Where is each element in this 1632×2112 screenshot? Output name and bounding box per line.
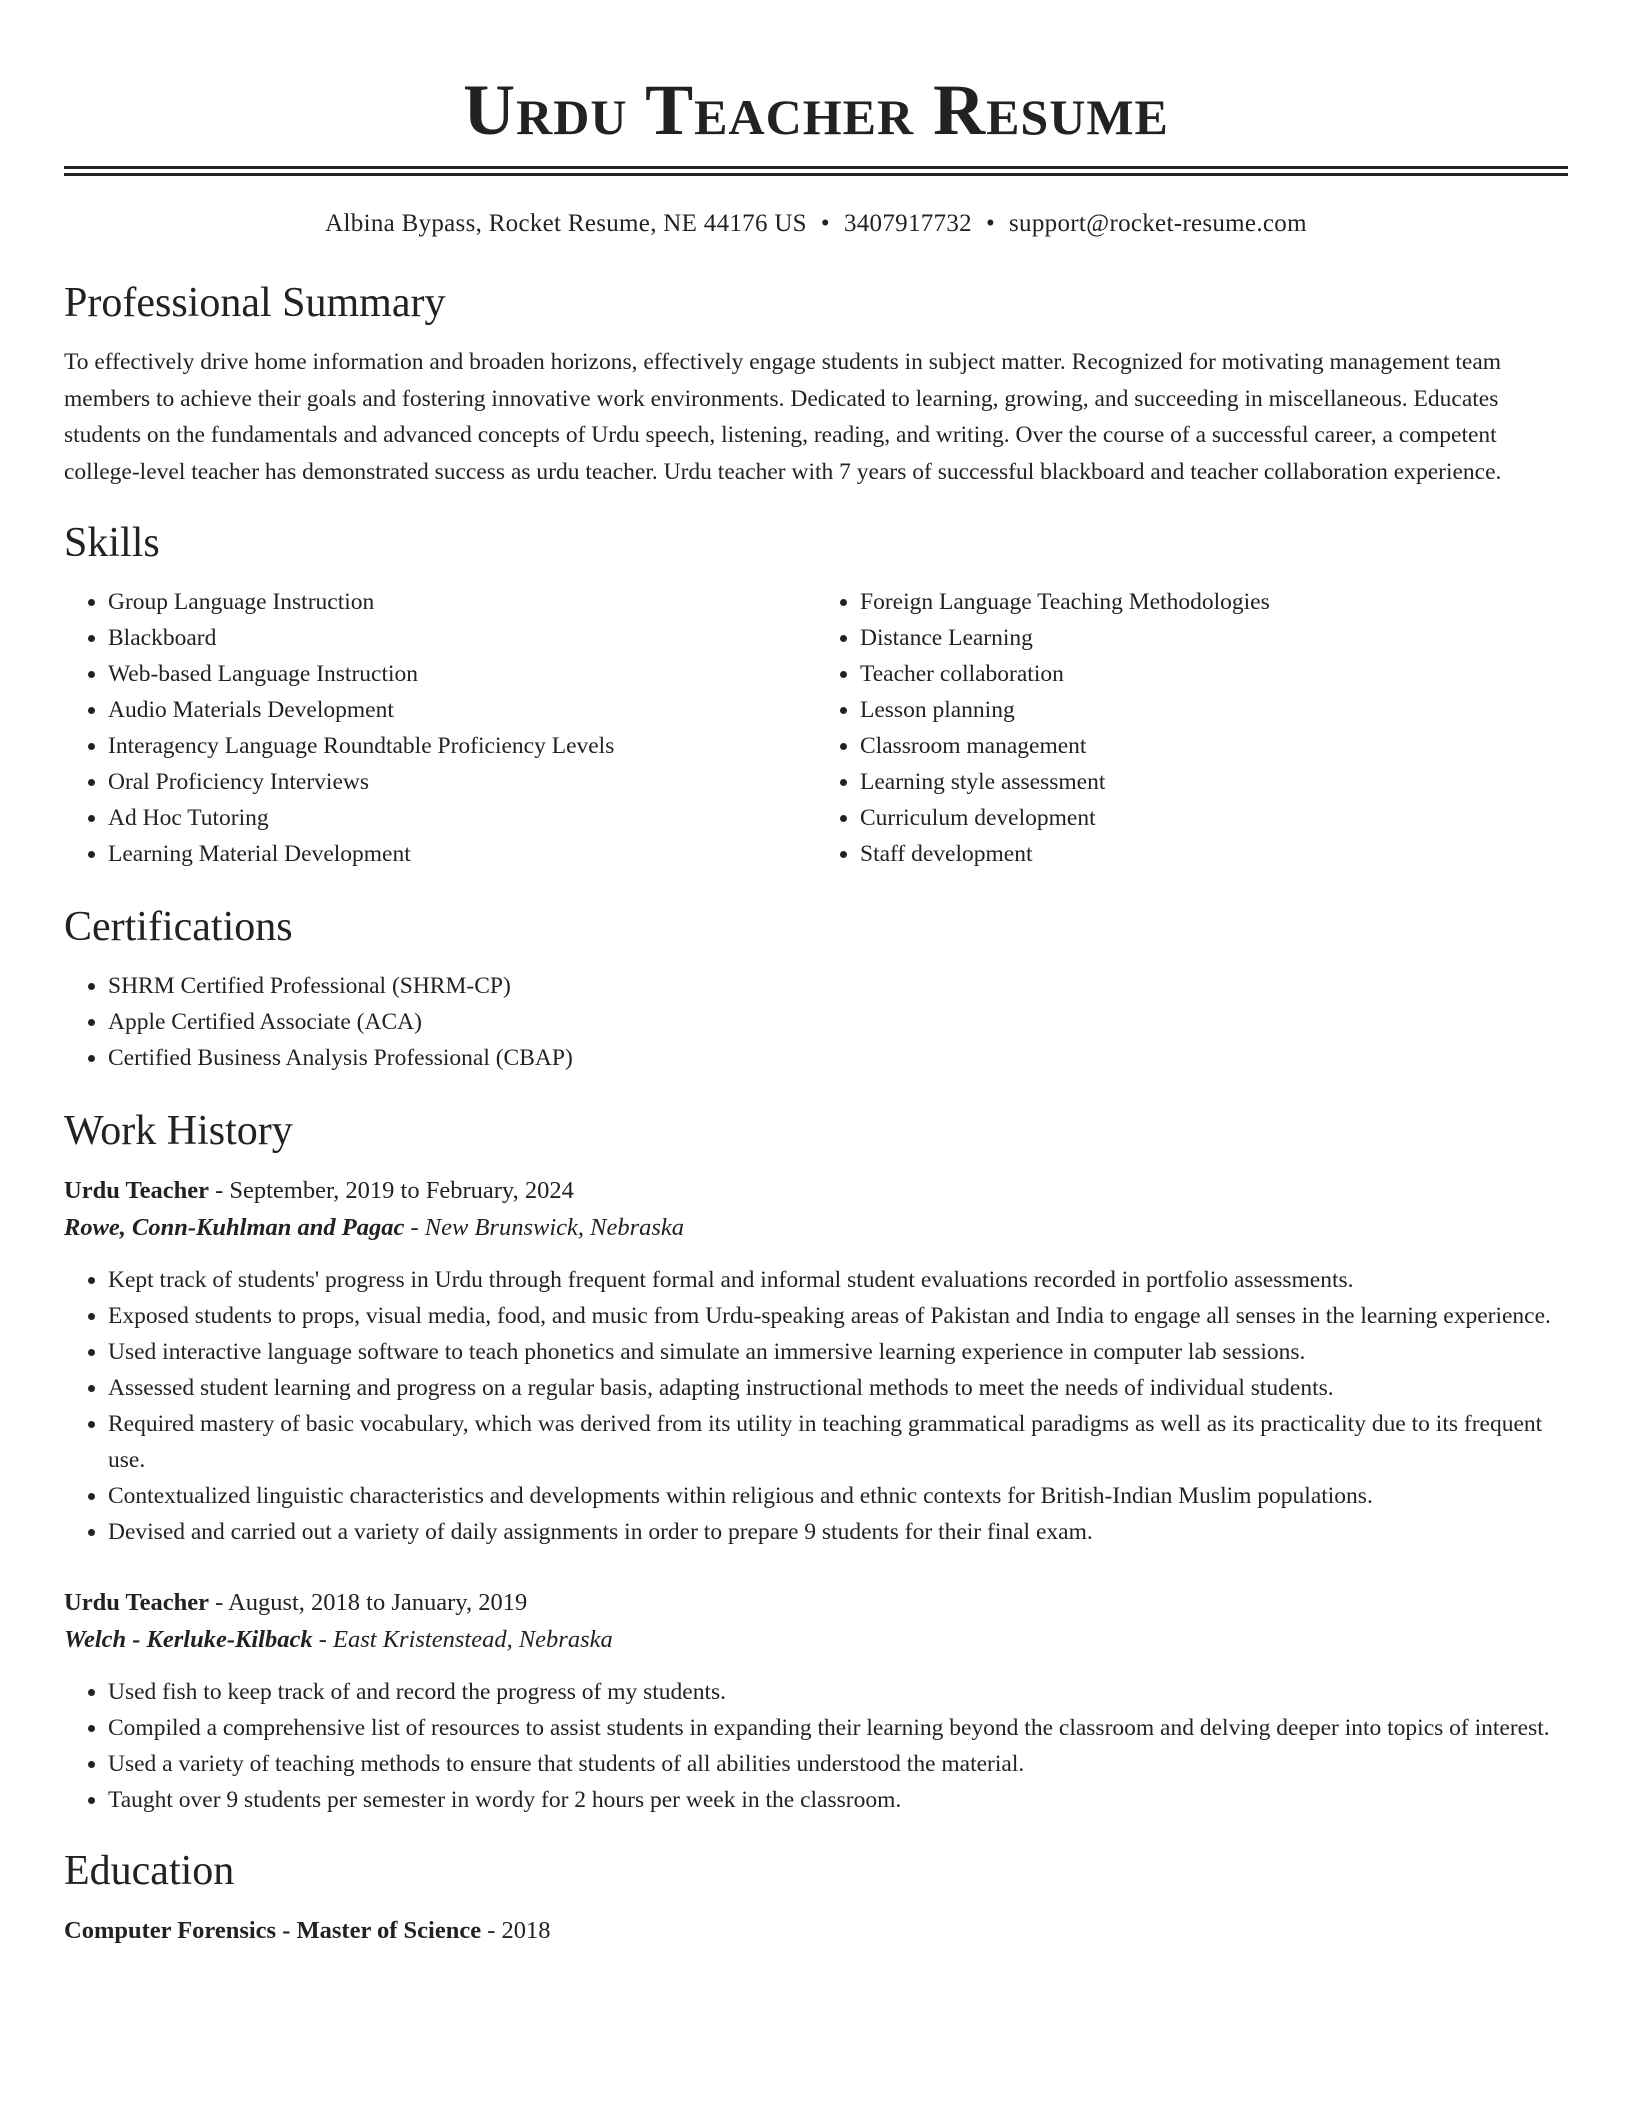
certifications-section [64, 900, 1568, 1076]
job-entry [64, 1172, 1568, 1550]
skill-item: • Foreign Language Teaching Methodologies [860, 584, 1568, 620]
skill-item: • Group Language Instruction [108, 584, 816, 620]
skills-list-right [816, 584, 1568, 872]
education-heading: Education [64, 1848, 235, 1894]
job-bullet: • Used interactive language software to teach phonetics and simulate an immersive learning experience in computer lab sessions. [108, 1334, 1568, 1370]
skill-item: • Teacher collaboration [860, 656, 1568, 692]
skill-item: • Staff development [860, 836, 1568, 872]
job-bullet: • Devised and carried out a variety of daily assignments in order to prepare 9 students for their final exam. [108, 1514, 1568, 1550]
work-history-heading: Work History [64, 1108, 293, 1154]
job-title-line [64, 1584, 1568, 1621]
job-bullet: • Exposed students to props, visual media, food, and music from Urdu-speaking areas of Pakistan and India to engage all senses in the learning experience. [108, 1298, 1568, 1334]
job-bullet: • Taught over 9 students per semester in wordy for 2 hours per week in the classroom. [108, 1782, 1568, 1818]
certification-item: • Certified Business Analysis Professional (CBAP) [108, 1040, 1568, 1076]
skills-section [64, 516, 1568, 872]
certifications-list [64, 968, 1568, 1076]
job-bullet: • Compiled a comprehensive list of resources to assist students in expanding their learning beyond the classroom and delving deeper into topics of interest. [108, 1710, 1568, 1746]
job-dates: - September, 2019 to February, 2024 [208, 1177, 574, 1204]
education-entry [64, 1912, 1568, 1949]
contact-separator: • [820, 210, 830, 237]
certification-item: • SHRM Certified Professional (SHRM-CP) [108, 968, 1568, 1004]
job-company: Welch - Kerluke-Kilback [64, 1626, 313, 1653]
skill-item: • Web-based Language Instruction [108, 656, 816, 692]
skills-list-left [64, 584, 816, 872]
skills-heading: Skills [64, 520, 160, 566]
education-year: - 2018 [481, 1917, 551, 1944]
job-dates: - August, 2018 to January, 2019 [208, 1589, 528, 1616]
job-location: - New Brunswick, Nebraska [404, 1214, 685, 1241]
certifications-heading: Certifications [64, 904, 293, 950]
certification-item: • Apple Certified Associate (ACA) [108, 1004, 1568, 1040]
job-bullet: • Kept track of students' progress in Urdu through frequent formal and informal student evaluations recorded in portfolio assessments. [108, 1262, 1568, 1298]
job-location: - East Kristenstead, Nebraska [312, 1626, 613, 1653]
summary-text: To effectively drive home information and broaden horizons, effectively engage students in subject matter. Recognized for motivating management team members to achieve their goals and fostering innovative work environments. Dedicated to learning, growing, and succeeding in miscellaneous. Educates students on the fundamentals and advanced concepts of Urdu speech, listening, reading, and writing. Over the course of a successful career, a competent college-level teacher has demonstrated success as urdu teacher. Urdu teacher with 7 years of successful blackboard and teacher collaboration experience. [64, 349, 1502, 485]
job-company-line [64, 1621, 1568, 1658]
skill-item: • Distance Learning [860, 620, 1568, 656]
title-divider [64, 166, 1568, 176]
summary-heading: Professional Summary [64, 280, 446, 326]
skills-columns [64, 584, 1568, 872]
summary-section [64, 276, 1568, 490]
skill-item: • Learning Material Development [108, 836, 816, 872]
contact-address: Albina Bypass, Rocket Resume, NE 44176 US [325, 210, 807, 237]
resume-page [64, 0, 1568, 1949]
resume-title: Urdu Teacher Resume [463, 70, 1169, 150]
job-title-line [64, 1172, 1568, 1209]
contact-email: support@rocket-resume.com [1009, 210, 1307, 237]
job-bullet: • Used a variety of teaching methods to ensure that students of all abilities understood the material. [108, 1746, 1568, 1782]
skill-item: • Oral Proficiency Interviews [108, 764, 816, 800]
contact-phone: 3407917732 [843, 210, 972, 237]
skill-item: • Learning style assessment [860, 764, 1568, 800]
contact-separator: • [985, 210, 996, 237]
education-degree: Computer Forensics - Master of Science [64, 1917, 482, 1944]
skill-item: • Blackboard [108, 620, 816, 656]
job-company-line [64, 1209, 1568, 1246]
job-bullets [64, 1262, 1568, 1550]
job-bullets [64, 1674, 1568, 1818]
skill-item: • Ad Hoc Tutoring [108, 800, 816, 836]
job-company: Rowe, Conn-Kuhlman and Pagac [64, 1214, 405, 1241]
job-title: Urdu Teacher [64, 1177, 209, 1204]
job-entry [64, 1584, 1568, 1818]
skill-item: • Curriculum development [860, 800, 1568, 836]
job-bullet: • Contextualized linguistic characteristics and developments within religious and ethnic contexts for British-Indian Muslim populations. [108, 1478, 1568, 1514]
education-section [64, 1844, 1568, 1949]
contact-line [64, 206, 1568, 242]
skill-item: • Audio Materials Development [108, 692, 816, 728]
skill-item: • Lesson planning [860, 692, 1568, 728]
skill-item: • Classroom management [860, 728, 1568, 764]
work-history-section [64, 1104, 1568, 1818]
skill-item: • Interagency Language Roundtable Proficiency Levels [108, 728, 816, 764]
job-bullet: • Assessed student learning and progress on a regular basis, adapting instructional methods to meet the needs of individual students. [108, 1370, 1568, 1406]
job-bullet: • Required mastery of basic vocabulary, which was derived from its utility in teaching grammatical paradigms as well as its practicality due to its frequent use. [108, 1406, 1568, 1478]
job-title: Urdu Teacher [64, 1589, 209, 1616]
job-bullet: • Used fish to keep track of and record the progress of my students. [108, 1674, 1568, 1710]
